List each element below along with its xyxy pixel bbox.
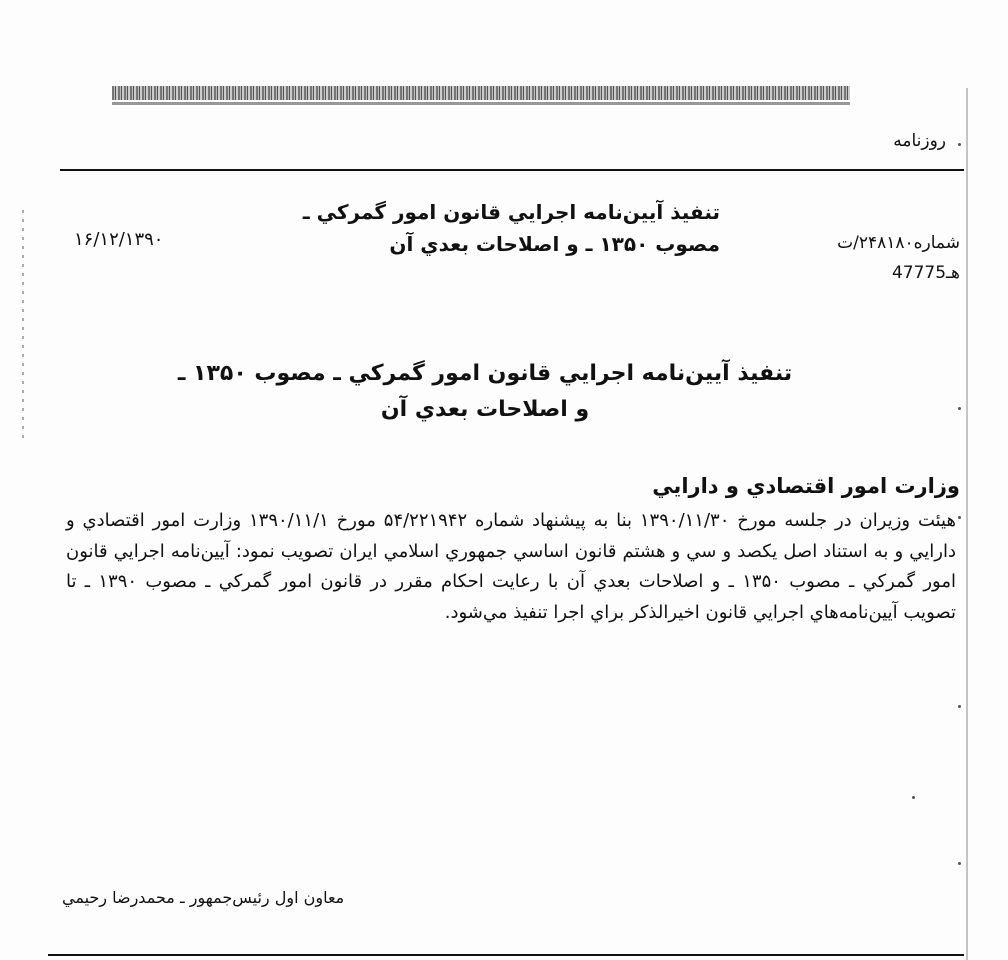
main-title-line2: و اصلاحات بعدي آن <box>380 397 590 422</box>
newspaper-label: روزنامه <box>893 131 946 151</box>
reference-number-line1: شماره۲۴۸۱۸۰/ت <box>837 233 960 253</box>
document-date: ۱۶/۱۲/۱۳۹۰ <box>74 229 164 250</box>
margin-dot <box>912 796 915 799</box>
decree-body <box>66 506 956 628</box>
scan-right-edge <box>966 88 968 960</box>
reference-number-line2: هـ47775 <box>891 263 960 283</box>
header-divider <box>60 169 964 171</box>
footer-divider <box>48 954 964 956</box>
margin-dot <box>958 143 961 146</box>
ministry-heading: وزارت امور اقتصادي و دارايي <box>652 474 960 498</box>
margin-dot <box>958 516 961 519</box>
signature-line: معاون اول رئيس‌جمهور ـ محمدرضا رحيمي <box>62 888 345 907</box>
decree-paragraph-2: آيين‌نامه اجرايي قانون امور گمركي ـ مصوب ۱۳۵۰ ـ و اصلاحات بعدي آن با رعايت احكام مقرر در قانون امور گمركي ـ مصوب ۱۳۹۰ ـ تا تصويب آيين‌نامه‌هاي اجرايي قانون اخيرالذكر براي اجرا تنفيذ مي‌شود. <box>66 540 956 623</box>
main-title <box>120 356 850 428</box>
margin-dot <box>958 407 961 410</box>
scan-top-band <box>112 86 850 100</box>
reference-number <box>837 228 960 288</box>
scan-left-edge <box>22 210 24 440</box>
margin-dot <box>958 705 961 708</box>
main-title-line1: تنفيذ آيين‌نامه اجرايي قانون امور گمركي ـ مصوب ۱۳۵۰ ـ <box>177 361 793 386</box>
margin-dot <box>958 862 961 865</box>
short-title: تنفيذ آيين‌نامه اجرايي قانون امور گمركي ـ مصوب ۱۳۵۰ ـ و اصلاحات بعدي آن <box>302 200 720 256</box>
decree-paragraph-1: هيئت وزيران در جلسه مورخ ۱۳۹۰/۱۱/۳۰ بنا به پيشنهاد شماره ۵۴/۲۲۱۹۴۲ مورخ ۱۳۹۰/۱۱/۱ وزارت امور اقتصادي و دارايي و به استناد اصل يكصد و سي و هشتم قانون اساسي جمهوري اسلامي ايران تصويب نمود: <box>66 510 956 562</box>
scan-top-line <box>112 102 850 105</box>
